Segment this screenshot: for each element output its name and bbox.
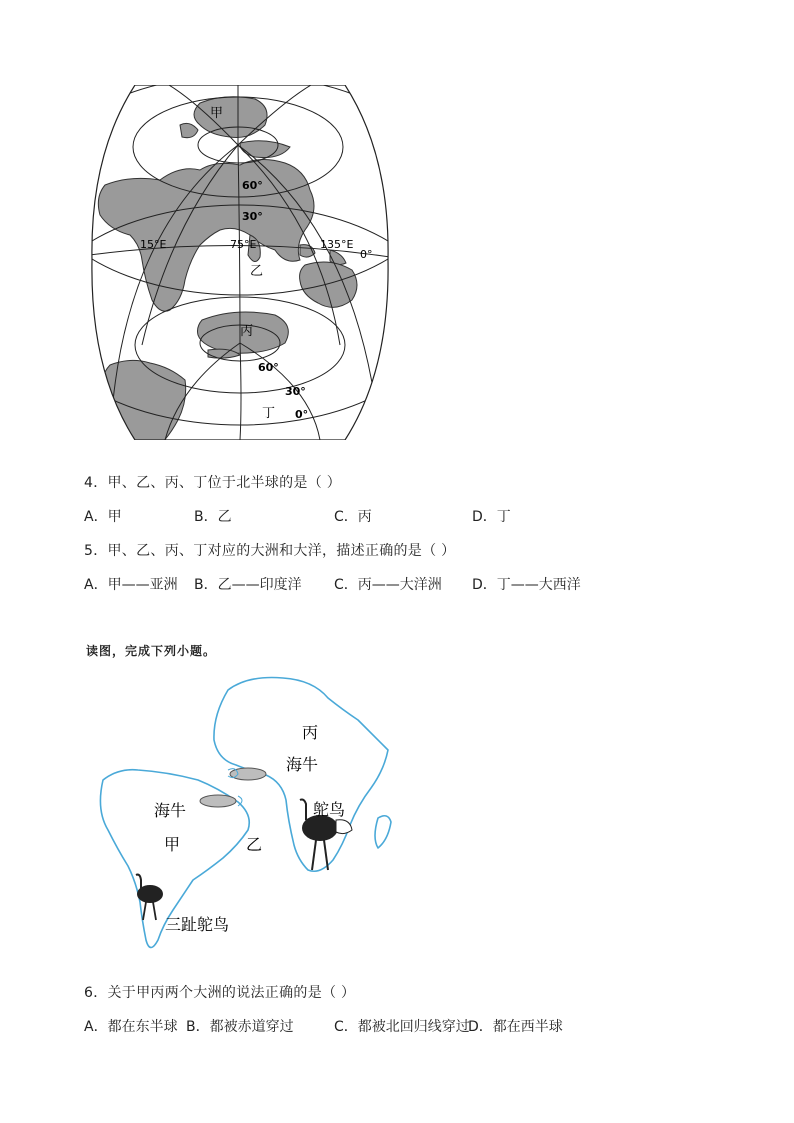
q5-option-a[interactable]: A．甲——亚洲 (84, 577, 178, 593)
label-rhea: 三趾鸵鸟 (165, 915, 230, 934)
q6-option-d[interactable]: D．都在西半球 (468, 1019, 563, 1035)
label-ostrich-africa: 鸵鸟 (313, 800, 346, 819)
lat-label-60-n: 60° (242, 179, 263, 192)
lat-label-30-n: 30° (242, 210, 263, 223)
lon-label-0: 0° (360, 248, 373, 261)
label-manatee-africa: 海牛 (286, 755, 319, 774)
q6-option-c[interactable]: C．都被北回归线穿过 (334, 1019, 470, 1035)
q4-option-d[interactable]: D．丁 (472, 509, 511, 525)
lat-label-30-s: 30° (285, 385, 306, 398)
lat-label-60-s: 60° (258, 361, 279, 374)
continents-animal-map-figure (88, 670, 418, 960)
q4-option-a[interactable]: A．甲 (84, 509, 122, 525)
question-4-stem: 4．甲、乙、丙、丁位于北半球的是（ ） (84, 475, 342, 491)
lon-label-15e: 15°E (140, 238, 167, 251)
label-bing: 丙 (302, 723, 319, 742)
q6-option-b[interactable]: B．都被赤道穿过 (186, 1019, 294, 1035)
q5-option-b[interactable]: B．乙——印度洋 (194, 577, 302, 593)
manatee-icon (200, 795, 242, 807)
manatee-icon (228, 768, 266, 780)
label-yi: 乙 (250, 264, 264, 279)
lat-label-0-s: 0° (295, 408, 309, 421)
q4-option-b[interactable]: B．乙 (194, 509, 232, 525)
label-ding: 丁 (262, 406, 276, 421)
label-jia: 甲 (164, 835, 181, 854)
question-6-stem: 6．关于甲丙两个大洲的说法正确的是（ ） (84, 985, 356, 1001)
question-5-stem: 5．甲、乙、丙、丁对应的大洲和大洋，描述正确的是（ ） (84, 543, 456, 559)
globe-map-figure (90, 85, 390, 440)
q5-option-c[interactable]: C．丙——大洋洲 (334, 577, 442, 593)
lon-label-135e: 135°E (320, 238, 354, 251)
q4-option-c[interactable]: C．丙 (334, 509, 372, 525)
label-jia: 甲 (210, 106, 224, 121)
lon-label-75e: 75°E (230, 238, 257, 251)
label-manatee-sa: 海牛 (154, 801, 187, 820)
label-yi: 乙 (246, 835, 263, 854)
section-intro: 读图，完成下列小题。 (86, 644, 217, 658)
q6-option-a[interactable]: A．都在东半球 (84, 1019, 178, 1035)
q5-option-d[interactable]: D．丁——大西洋 (472, 577, 581, 593)
label-bing: 丙 (240, 324, 254, 339)
rhea-icon (136, 875, 163, 920)
